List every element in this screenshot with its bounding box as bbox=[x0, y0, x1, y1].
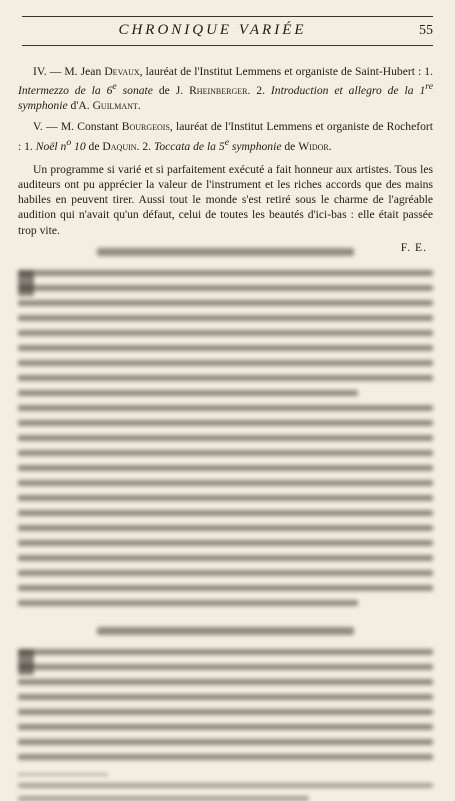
work-title: Toccata de la 5 bbox=[153, 139, 225, 153]
header-rule-top bbox=[22, 16, 433, 17]
blurred-line bbox=[18, 510, 433, 516]
entry-text: . 2. bbox=[136, 139, 154, 153]
blurred-line bbox=[18, 495, 433, 501]
entry-text: . 2. bbox=[247, 84, 271, 98]
blurred-line bbox=[18, 435, 433, 441]
entry-number: V. — M. Constant bbox=[33, 120, 122, 134]
entry-text: , lauréat de l'Institut Lemmens et organiste de Saint-Hubert : 1. bbox=[139, 65, 433, 78]
blurred-line bbox=[18, 345, 433, 351]
program-entry-v bbox=[18, 119, 433, 153]
footnote-line bbox=[18, 796, 309, 801]
composer-name: Widor bbox=[298, 139, 329, 153]
blurred-line bbox=[18, 570, 433, 576]
blurred-line bbox=[18, 315, 433, 321]
work-title-tail: 10 bbox=[71, 139, 86, 153]
blurred-heading bbox=[97, 627, 354, 635]
blurred-line bbox=[18, 664, 433, 670]
blurred-line bbox=[18, 360, 433, 366]
footnote-line bbox=[18, 783, 433, 788]
blurred-line bbox=[18, 270, 433, 276]
author-signature: F. E. bbox=[400, 240, 427, 254]
footnote-rule bbox=[18, 774, 108, 775]
blurred-line bbox=[18, 375, 433, 381]
entry-text: . bbox=[328, 139, 332, 153]
article-body bbox=[18, 64, 433, 255]
blurred-line bbox=[18, 390, 358, 396]
blurred-line bbox=[18, 405, 433, 411]
blurred-line bbox=[18, 450, 433, 456]
running-head: CHRONIQUE VARIÉE bbox=[118, 22, 307, 38]
performer-name: Devaux bbox=[104, 65, 140, 78]
composer-name: Guilmant bbox=[92, 99, 138, 113]
work-title-sup: e bbox=[224, 136, 229, 148]
blurred-line bbox=[18, 694, 433, 700]
blurred-line bbox=[18, 754, 433, 760]
blurred-section bbox=[18, 248, 433, 750]
work-title-tail: symphonie bbox=[228, 139, 282, 153]
work-title: Noël n bbox=[35, 139, 67, 153]
blurred-line bbox=[18, 600, 358, 606]
blurred-line bbox=[18, 285, 433, 291]
running-header bbox=[22, 16, 433, 46]
blurred-line bbox=[18, 739, 433, 745]
header-rule-bottom bbox=[22, 45, 433, 46]
performer-name: Bourgeois bbox=[121, 120, 170, 134]
composer-name: Daquin bbox=[102, 139, 137, 153]
work-title-sup: re bbox=[425, 81, 433, 93]
work-title-sup: o bbox=[66, 136, 72, 148]
blurred-line bbox=[18, 525, 433, 531]
entry-number: IV. — M. Jean bbox=[33, 65, 105, 78]
blurred-line bbox=[18, 330, 433, 336]
blurred-line bbox=[18, 649, 433, 655]
blurred-line bbox=[18, 724, 433, 730]
blurred-line bbox=[18, 585, 433, 591]
blurred-line bbox=[18, 679, 433, 685]
closing-paragraph: Un programme si varié et si parfaitement exécuté a fait honneur aux artistes. Tous les auditeurs ont pu apprécier la valeur de l'instrument et les riches accords que des mains habiles en peuvent tirer. Aussi tout le monde s'est retiré sous le charme de l'agréable audition qui n'avait qu'un défaut, celui de toutes les beautés d'ici-bas : elle était passée trop vite. bbox=[18, 162, 433, 237]
work-title: Introduction et allegro de la 1 bbox=[270, 84, 426, 98]
entry-text: de bbox=[85, 139, 103, 153]
blurred-line bbox=[18, 420, 433, 426]
program-entry-iv bbox=[18, 64, 433, 113]
blurred-line bbox=[18, 540, 433, 546]
composer-name: Rheinberger bbox=[189, 84, 248, 98]
blurred-line bbox=[18, 465, 433, 471]
blurred-line bbox=[18, 480, 433, 486]
entry-text: , lauréat de l'Institut Lemmens et organiste de Rochefort : 1. bbox=[18, 120, 433, 153]
blurred-line bbox=[18, 300, 433, 306]
work-title-tail: symphonie bbox=[18, 99, 68, 113]
work-title: Intermezzo de la 6 bbox=[18, 84, 113, 98]
blurred-line bbox=[18, 555, 433, 561]
entry-text: . bbox=[137, 99, 141, 113]
page-number: 55 bbox=[419, 23, 433, 38]
entry-text: de J. bbox=[152, 84, 190, 98]
work-title-tail: sonate bbox=[116, 84, 153, 98]
entry-text: d'A. bbox=[67, 99, 93, 113]
work-title-sup: e bbox=[112, 81, 117, 93]
blurred-line bbox=[18, 709, 433, 715]
blurred-heading bbox=[97, 248, 354, 256]
entry-text: de bbox=[281, 139, 299, 153]
